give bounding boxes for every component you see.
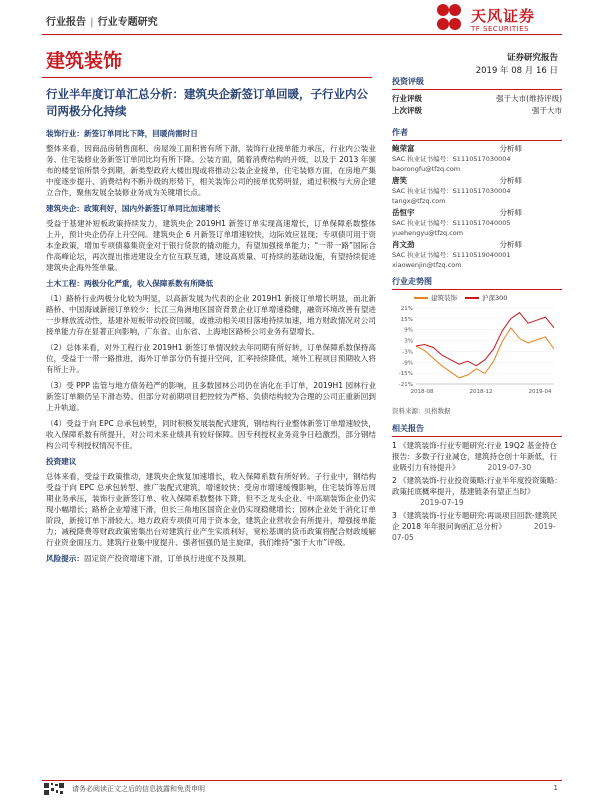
rating-value: 强于大市(维持评级)	[496, 94, 562, 103]
chart-y-tick-label: 3%	[404, 338, 413, 345]
header-category: 行业报告	[46, 17, 86, 28]
related-report-date: 2019-07-05	[392, 522, 556, 542]
footer-divider	[42, 780, 562, 781]
related-report-item[interactable]	[392, 510, 562, 543]
author-name: 鲍荣富	[392, 144, 415, 153]
rating-row	[392, 93, 562, 105]
related-heading: 相关报告	[392, 423, 562, 437]
civil-paragraph-roads: （1）路桥行业两极分化较为明显，以高新发展为代表的企业 2019H1 新接订单增长明显，而北新路桥、中国海诚新接订单较少；长江三角洲地区国资背景企业订单增速稳健，融资环境改善有望进一步释放流动性，基建补短板带动投资回暖，或推动相关项目落地持续加速，地方财政情况对公司接单能力存在显著正向影响，广东省、山东省、上海地区路桥公司业务有望增长。	[46, 294, 376, 336]
section-body-soe: 受益于基建补短板政策持续发力，建筑央企 2019H1 新签订单实现高速增长，订单保障系数整体上升，预计央企仍存上升空间。建筑央企 6 月新签订单增速较快，边际效应显现；专项债可用于资本金政策，增加专项债募集资金对于银行贷款的撬动能力，有望加强接单能力；“一带一路”国际合作高峰论坛，再次提出推进建设全方位互联互通，建设高质量、可持续的基础设施，有望持续促进建筑央企海外签单量。	[46, 219, 376, 272]
legend-swatch-1	[465, 297, 479, 299]
rating-heading: 投资评级	[392, 76, 562, 90]
related-report-date: 2019-07-19	[420, 498, 464, 507]
author-role: 分析师	[499, 208, 522, 217]
trend-heading: 行业走势图	[392, 276, 562, 290]
report-headline: 行业半年度订单汇总分析：建筑央企新签订单回暖，子行业内公司两极分化持续	[46, 87, 368, 118]
chart-series-line-1	[416, 313, 554, 366]
author-role: 分析师	[499, 144, 522, 153]
logo-cn-text: 天风证券	[471, 7, 536, 25]
section-heading-civil: 土木工程：两极分化严重，收入保障系数有所降低	[46, 279, 214, 288]
authors-heading: 作者	[392, 127, 562, 141]
civil-paragraph-steel: （4）受益于向 EPC 总承包转型，同时积极发展装配式建筑，钢结构行业整体新签订单增速较快，收入保障系数有所提升，对公司未来业绩具有较好保障。因专利授权业务竞争日趋激烈，部分钢结构公司专利授权情况不佳。	[46, 419, 376, 450]
legend-item	[465, 293, 507, 302]
chart-y-tick-label: -9%	[402, 360, 413, 367]
section-heading-advice: 投资建议	[46, 457, 77, 466]
report-header	[46, 13, 158, 28]
related-report-title[interactable]: 3 《建筑装饰-行业专题研究:再谈项目回款-建筑民企 2018 年年报问询函汇总分析》	[392, 511, 558, 531]
sidebar	[392, 76, 562, 545]
rating-label: 行业评级	[392, 94, 422, 103]
author-entry	[392, 176, 562, 206]
company-logo	[425, 2, 565, 42]
section-heading-decoration: 装饰行业：新签订单同比下降，回暖尚需时日	[46, 129, 198, 138]
legend-label-1: 沪深300	[482, 294, 508, 302]
chart-y-tick-label: 15%	[400, 316, 413, 323]
author-email: xiaowenjin@tfzq.com	[392, 261, 462, 269]
chart-source: 资料来源：贝格数据	[392, 407, 451, 415]
chart-y-tick-label: -3%	[402, 349, 413, 356]
industry-title: 建筑装饰	[46, 50, 123, 72]
author-cert: SAC 执业证书编号：S1110517030004	[392, 155, 511, 163]
section-body-advice: 总体来看，受益于政策推动，建筑央企恢复加速增长，收入保障系数有所好转。子行业中，钢结构受益于向 EPC 总承包转型、推广装配式建筑，增速较快；受房市增速缓慢影响，住宅装饰等后周期业务承压，装饰行业新签订单、收入保障系数整体下降，但不乏龙头企业、中高端装饰企业仍实现小幅增长；路桥企业增速下滑，但长三角地区国资企业仍实现稳健增长；园林企业处于消化订单阶段，新接订单下滑较大。地方政府专项债可用于资本金，建筑企业营收会有所提升，增强接单能力；减税降费等财政政策密集出台对建筑行业产生实质利好，宽松基调的货币政策将配合财政缓解行业资金面压力。建筑行业集中度提升、强者恒强仍是主旋律，我们维持“强于大市”评级。	[46, 472, 376, 547]
page-number: 1	[553, 784, 558, 792]
chart-legend	[414, 293, 562, 302]
civil-paragraph-overseas: （2）总体来看，对外工程行业 2019H1 新签订单情况较去年同期有所好转，订单保障系数保持高位，受益于一带一路推进，海外订单部分仍有提升空间，汇率持续降低，境外工程项目预期收入将有所上升。	[46, 343, 376, 374]
chart-y-tick-label: 21%	[400, 306, 413, 312]
header-divider	[42, 34, 562, 35]
related-report-item[interactable]	[392, 440, 562, 473]
section-body-decoration: 整体来看，因商品房销售面积、房屋竣工面积皆有所下滑，装饰行业接单能力承压，行业内公装业务、住宅装修业务新签订单同比均有所下降。公装方面，随着消费结构的升级，以及于 2013 年颁布的楼堂馆所禁令到期，新类型政府大楼出现或将推动公装企业接单，住宅装修方面，在房地产集中度逐步提升、消费结构不断升级的形势下，相关装饰公司的接单优势明显，通过积极与大房企建立合作，聚焦发展全装修业务成为关键增长点。	[46, 144, 376, 197]
header-separator: |	[90, 17, 94, 28]
author-cert: SAC 执业证书编号：S1110517040005	[392, 219, 511, 227]
last-rating-value: 强于大市	[532, 106, 562, 115]
author-name: 肖文劲	[392, 240, 415, 249]
last-rating-row	[392, 105, 562, 117]
chart-y-tick-label: 9%	[404, 327, 413, 334]
logo-en-text: TF SECURITIES	[471, 25, 530, 33]
related-report-title[interactable]: 1 《建筑装饰-行业专题研究:行业 19Q2 基金持仓报告：多数子行业减仓，建筑持仓创十年新低，行业吸引力有待提升》	[392, 441, 557, 472]
report-type: 证券研究报告	[506, 53, 558, 63]
section-heading-soe: 建筑央企：政策利好，国内外新签订单同比加速增长	[46, 204, 221, 213]
legend-item	[414, 293, 457, 302]
risk-text: 固定资产投资增速下滑，订单执行进度不及预期。	[83, 554, 252, 563]
main-content	[46, 128, 376, 569]
author-name: 岳恒宇	[392, 208, 415, 217]
related-report-item[interactable]	[392, 475, 562, 508]
author-cert: SAC 执业证书编号：S1110517030004	[392, 187, 511, 195]
civil-paragraph-gardens: （3）受 PPP 监管与地方债务趋严的影响，且多数园林公司仍在消化在手订单，2019H1 园林行业新签订单额仍呈下滑态势。但部分对前期项目把控较为严格、负债结构较为合理的公司正重新回到上升轨道。	[46, 381, 376, 412]
risk-warning	[46, 553, 376, 564]
author-email: yuehengyu@tfzq.com	[392, 229, 464, 237]
author-entry	[392, 144, 562, 174]
author-entry	[392, 208, 562, 238]
chart-series-line-0	[416, 328, 554, 378]
risk-label: 风险提示：	[46, 554, 84, 563]
related-reports	[392, 440, 562, 543]
authors-list	[392, 144, 562, 270]
footer-disclaimer: 请务必阅读正文之后的信息披露和免责申明	[72, 785, 205, 793]
title-divider	[42, 77, 372, 78]
legend-label-0: 建筑装饰	[431, 294, 457, 302]
author-entry	[392, 240, 562, 270]
qr-code-icon	[44, 783, 64, 795]
tf-logo-icon	[433, 2, 465, 34]
related-report-date: 2019-07-30	[487, 463, 532, 472]
related-report-title[interactable]: 2 《建筑装饰-行业投资策略:行业半年度投资策略：政策托底概率提升，基建链条有望正当时》	[392, 476, 562, 496]
chart-x-tick-label: 2018-08	[410, 389, 434, 395]
trend-chart-block	[392, 276, 562, 415]
chart-y-tick-label: -15%	[398, 371, 413, 378]
trend-chart	[392, 302, 562, 402]
chart-x-tick-label: 2018-12	[469, 389, 493, 395]
author-role: 分析师	[499, 176, 522, 185]
legend-swatch-0	[414, 297, 428, 299]
chart-y-tick-label: -21%	[398, 382, 413, 388]
report-date: 2019 年 08 月 16 日	[475, 66, 558, 76]
author-cert: SAC 执业证书编号：S1110519040001	[392, 251, 511, 259]
chart-x-tick-label: 2019-04	[528, 389, 552, 395]
author-email: baorongfu@tfzq.com	[392, 165, 461, 173]
author-email: tangx@tfzq.com	[392, 197, 446, 205]
header-subcategory: 行业专题研究	[97, 17, 158, 28]
author-role: 分析师	[499, 240, 522, 249]
last-rating-label: 上次评级	[392, 106, 422, 115]
author-name: 唐笑	[392, 176, 407, 185]
